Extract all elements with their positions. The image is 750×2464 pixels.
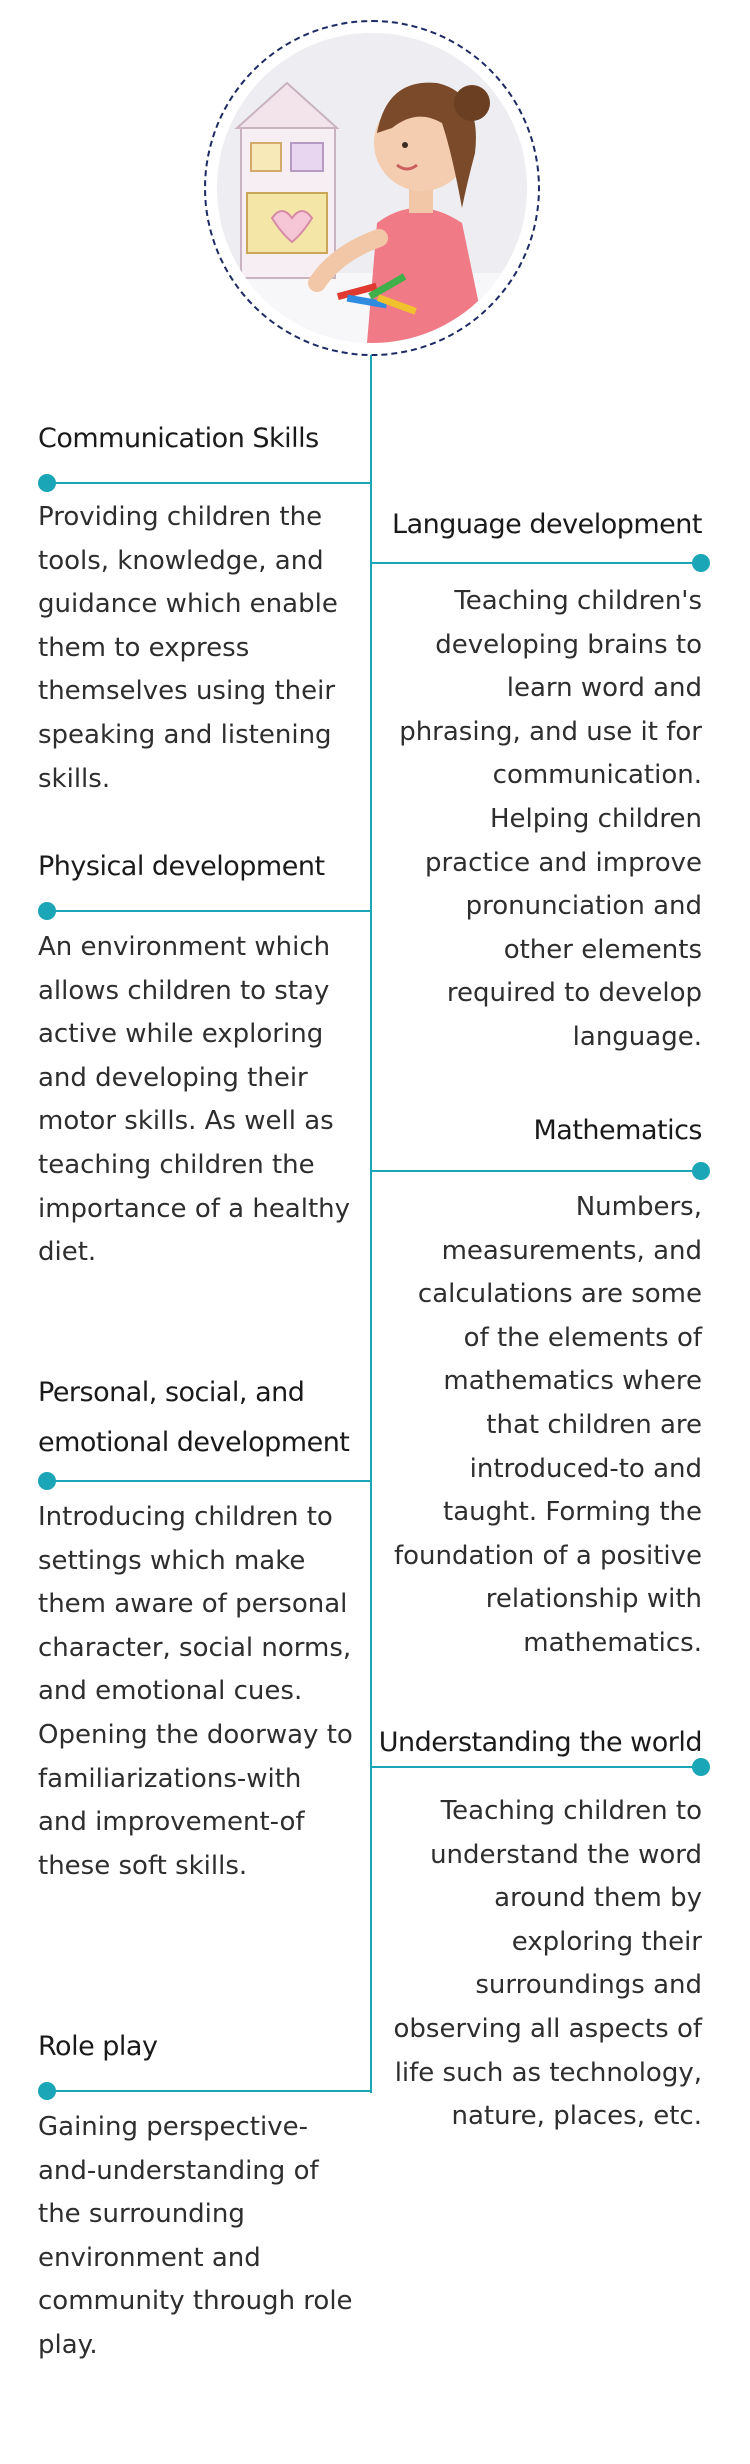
item-text-personal-social-emotional: Introducing children to settings which make them aware of personal character, social norms, and emotional cues. Opening the doorway to familiarizations-with and improvement-of these soft skills.	[38, 1502, 353, 1881]
child-photo	[217, 33, 527, 343]
item-text-role-play: Gaining perspective-and-understanding of the surrounding environment and community through role play.	[38, 2112, 353, 2360]
timeline-connector	[370, 562, 700, 564]
item-title-physical-development: Physical development	[38, 851, 325, 882]
timeline-connector	[47, 2090, 371, 2092]
item-text-language-development: Teaching children's developing brains to learn word and phrasing, and use it for communication. Helping children practice and improve pronunciation and other elements required to develop language.	[399, 586, 702, 1052]
item-title-mathematics: Mathematics	[533, 1115, 702, 1146]
timeline-connector	[47, 910, 371, 912]
item-text-understanding-the-world: Teaching children to understand the word around them by exploring their surroundings and observing all aspects of life such as technology, nature, places, etc.	[393, 1796, 702, 2132]
item-text-communication-skills: Providing children the tools, knowledge, and guidance which enable them to express themselves using their speaking and listening skills.	[38, 502, 338, 794]
item-text-mathematics: Numbers, measurements, and calculations are some of the elements of mathematics where that children are introduced-to and taught. Forming the foundation of a positive relationship with mathematics.	[393, 1192, 702, 1658]
item-title-language-development: Language development	[392, 509, 702, 540]
item-title-understanding-the-world: Understanding the world	[378, 1727, 702, 1758]
timeline-line	[370, 355, 372, 2093]
timeline-connector	[47, 1480, 371, 1482]
timeline-connector	[370, 1170, 700, 1172]
item-title-communication-skills: Communication Skills	[38, 423, 319, 454]
item-text-physical-development: An environment which allows children to stay active while exploring and developing their motor skills. As well as teaching children the importance of a healthy diet.	[38, 932, 351, 1268]
timeline-connector	[47, 482, 371, 484]
item-title-personal-social-emotional: Personal, social, and emotional development	[38, 1377, 350, 1458]
timeline-connector	[370, 1766, 700, 1768]
child-illustration	[217, 33, 527, 343]
item-title-role-play: Role play	[38, 2031, 158, 2062]
photo-frame	[204, 20, 540, 356]
